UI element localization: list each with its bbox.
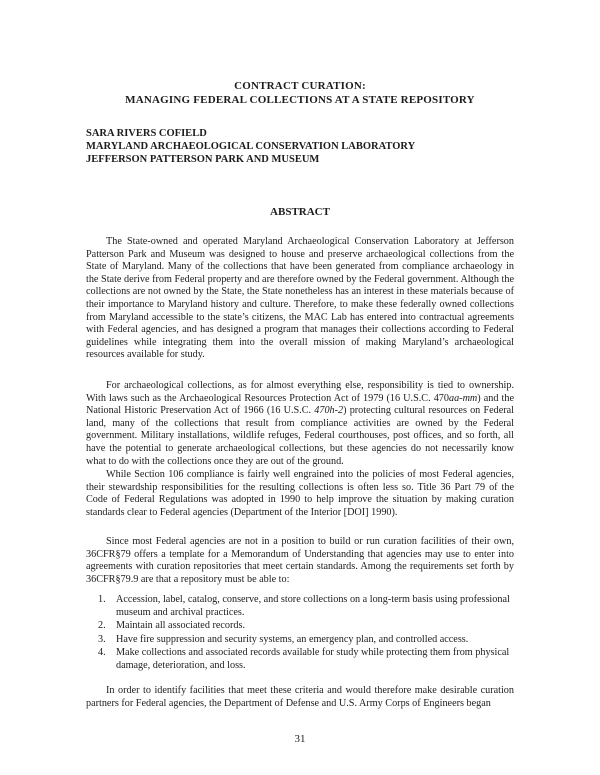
page-number: 31: [294, 733, 306, 745]
p2-text-b: ) and the National Historic Preservation Act of 1966 (16 U.S.C.: [86, 392, 514, 417]
list-item: [86, 647, 514, 672]
abstract-paragraph: The State-owned and operated Maryland Archaeological Conservation Laboratory at Jefferson Patterson Park and Museum was designed to house and preserve archaeological collections from the State of Maryland. Many of the collections that have been generated from compliance archaeology in the State derive from Federal property and are therefore owned by the Federal government. Although the collections are not owned by the State, the State nonetheless has an interest in these materials because of their importance to Maryland history and culture. Therefore, to make these federally owned collections from Maryland accessible to the state’s citizens, the MAC Lab has entered into contractual agreements with Federal agencies, and has designed a program that manages their collections according to Federal guidelines while integrating them into the overall mission of making Maryland’s archaeological resources available for study.: [86, 236, 514, 361]
list-item-number: 3.: [98, 633, 106, 645]
paper-title-line-2: MANAGING FEDERAL COLLECTIONS AT A STATE REPOSITORY: [125, 94, 475, 106]
list-item: [86, 634, 514, 647]
list-item-number: 2.: [98, 620, 106, 632]
body-paragraph-ownership: [86, 380, 514, 468]
body-paragraph-curation-partners: In order to identify facilities that meet these criteria and would therefore make desirable curation partners for Federal agencies, the Department of Defense and U.S. Army Corps of Engineers began: [86, 685, 514, 709]
author-name: SARA RIVERS COFIELD: [86, 128, 207, 139]
requirements-list: [86, 594, 514, 674]
body-paragraph-36cfr79: Since most Federal agencies are not in a position to build or run curation facilities of their own, 36CFR§79 offers a template for a Memorandum of Understanding that agencies may use to enter into agreements with curation repositories that meet certain standards. Among the requirements set forth by 36CFR§79.9 are that a repository must be able to:: [86, 536, 514, 585]
list-item-text: Accession, label, catalog, conserve, and store collections on a long-term basis using professional museum and archival practices.: [116, 594, 510, 618]
list-item-text: Maintain all associated records.: [116, 620, 245, 632]
p2-italic-aa: aa-mm: [448, 392, 478, 404]
p2-text-a: For archaeological collections, as for almost everything else, responsibility is tied to ownership. With laws such as the Archaeological Resources Protection Act of 1979 (16 U.S.C. 470: [86, 380, 514, 404]
list-item-number: 4.: [98, 647, 106, 659]
p2-italic-bb: 470h-2: [314, 405, 344, 417]
list-item-text: Make collections and associated records available for study while protecting them from physical damage, deterioration, and loss.: [116, 647, 510, 671]
author-affiliation-1: MARYLAND ARCHAEOLOGICAL CONSERVATION LABORATORY: [86, 141, 416, 152]
paper-title-line-1: CONTRACT CURATION:: [234, 80, 366, 92]
list-item: [86, 620, 514, 633]
list-item-text: Have fire suppression and security systems, an emergency plan, and controlled access.: [116, 633, 469, 645]
list-item-number: 1.: [98, 594, 106, 605]
body-paragraph-section-106: While Section 106 compliance is fairly well engrained into the policies of most Federal agencies, their stewardship responsibilities for the resulting collections is often less so. Title 36 Part 79 of the Code of Federal Regulations was adopted in 1990 to help improve the situation by making curation standards clear to Federal agencies (Department of the Interior [DOI] 1990).: [86, 469, 514, 518]
p2-text-c: ) protecting cultural resources on Federal land, many of the collections that result from compliance activities are owned by the Federal government. Military installations, wildlife refuges, Federal courthouses, post offices, and so forth, all have the potential to generate archaeological collections, but these agencies do not necessarily know what to do with the collections once they are out of the ground.: [86, 405, 514, 467]
list-item: [86, 594, 514, 619]
author-affiliation-2: JEFFERSON PATTERSON PARK AND MUSEUM: [86, 154, 320, 165]
abstract-heading: ABSTRACT: [270, 206, 330, 218]
